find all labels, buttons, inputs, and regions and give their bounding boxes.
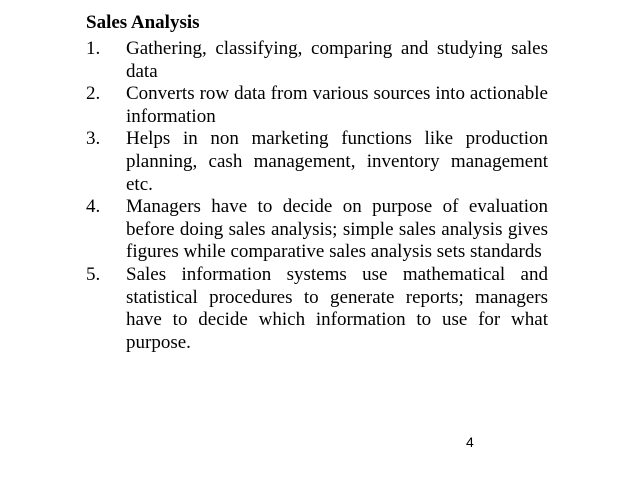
list-item-number: 4. [86, 196, 101, 218]
list-item-text: Managers have to decide on purpose of evaluation before doing sales analysis; simple sales analysis gives figures while comparative sales analysis sets standards [126, 196, 548, 263]
numbered-list [86, 38, 548, 354]
list-item-text: Converts row data from various sources into actionable information [126, 83, 548, 127]
list-item-number: 5. [86, 263, 101, 285]
list-item [86, 128, 548, 196]
list-item [86, 38, 548, 83]
list-item [86, 264, 548, 354]
list-item-text: Helps in non marketing functions like production planning, cash management, inventory management etc. [126, 128, 548, 195]
list-item-text: Sales information systems use mathematical and statistical procedures to generate reports; managers have to decide which information to use for what purpose. [126, 263, 548, 353]
slide-heading: Sales Analysis [86, 12, 200, 33]
list-item-number: 2. [86, 83, 101, 105]
list-item-text: Gathering, classifying, comparing and studying sales data [126, 38, 548, 82]
list-item-number: 3. [86, 128, 101, 150]
list-item [86, 83, 548, 128]
page-number: 4 [466, 434, 474, 450]
list-item-number: 1. [86, 38, 101, 59]
list-item [86, 196, 548, 264]
